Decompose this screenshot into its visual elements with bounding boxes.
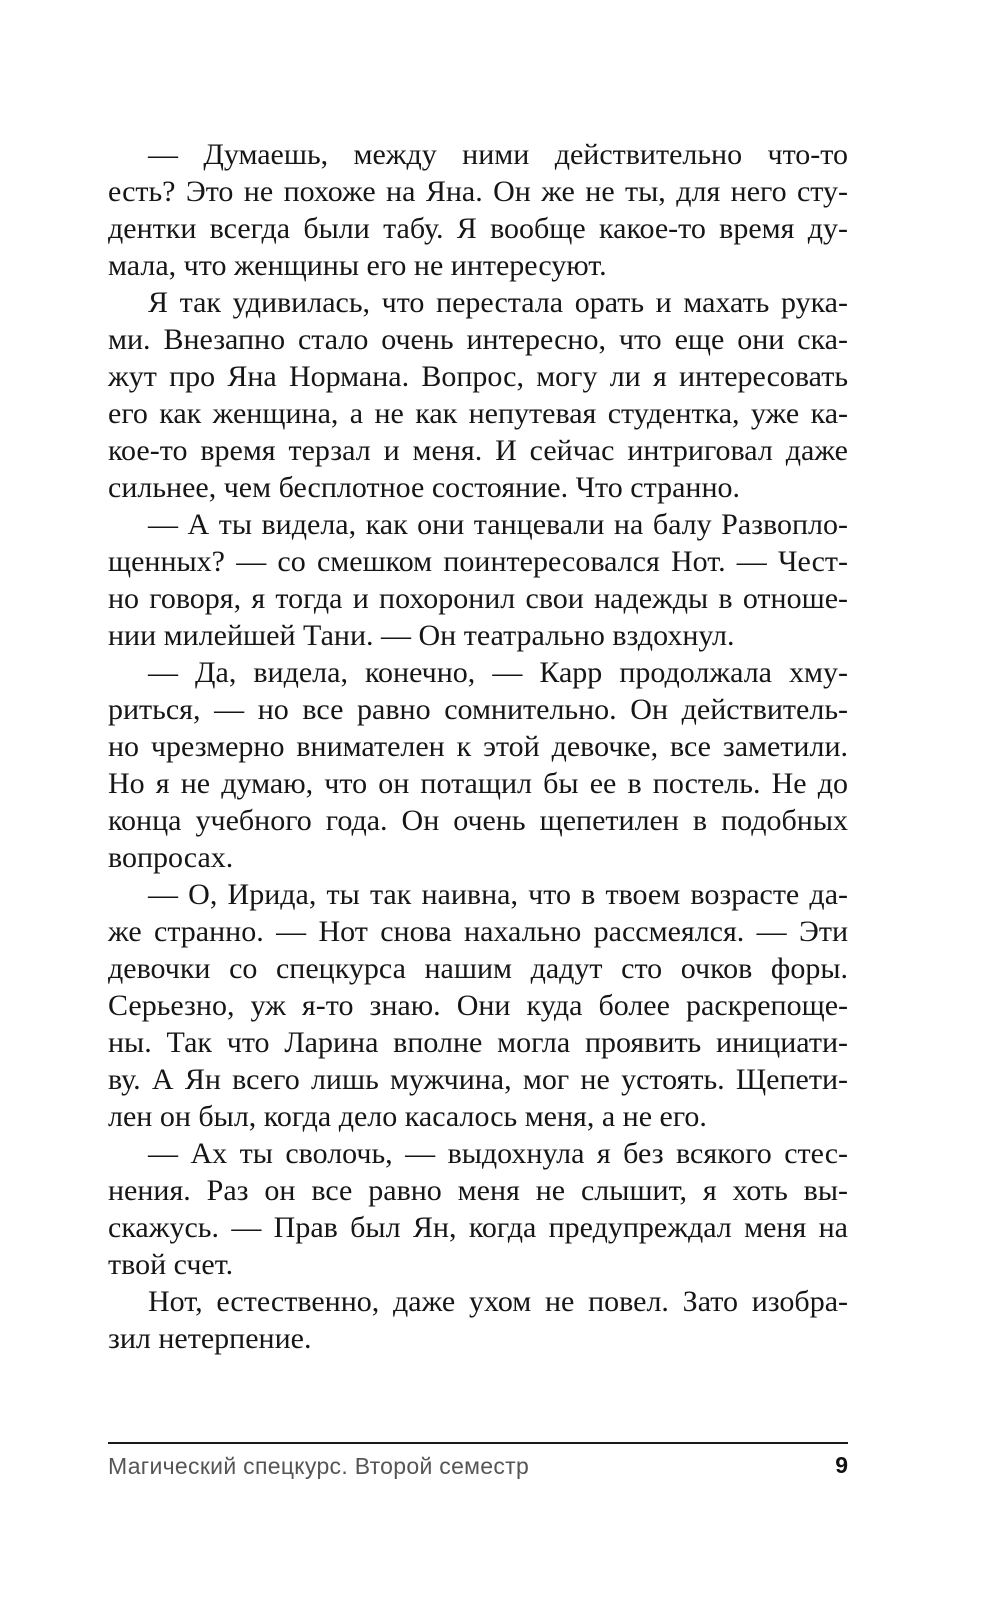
text-line: кое-то время терзал и меня. И сейчас интриговал даже [108, 434, 848, 467]
text-line: зил нетерпение. [108, 1322, 312, 1355]
text-line: Я так удивилась, что перестала орать и махать рука- [148, 286, 848, 319]
text-line: ву. А Ян всего лишь мужчина, мог не устоять. Щепети- [108, 1063, 848, 1096]
text-line: — Думаешь, между ними действительно что-то [148, 138, 848, 171]
text-line: но говоря, я тогда и похоронил свои надежды в отноше- [108, 582, 848, 615]
text-line: — Да, видела, конечно, — Карр продолжала хму- [148, 656, 848, 689]
body-text [108, 136, 848, 1357]
text-line: Но я не думаю, что он потащил бы ее в постель. Не до [108, 767, 848, 800]
page-number: 9 [835, 1452, 848, 1478]
text-line: — Ах ты сволочь, — выдохнула я без всякого стес- [148, 1137, 848, 1170]
text-line: вопросах. [108, 841, 234, 874]
text-line: ны. Так что Ларина вполне могла проявить инициати- [108, 1026, 848, 1059]
text-line: мала, что женщины его не интересуют. [108, 249, 607, 282]
text-line: нии милейшей Тани. — Он театрально вздохнул. [108, 619, 735, 652]
text-line: щенных? — со смешком поинтересовался Нот. — Чест- [108, 545, 848, 578]
text-line: лен он был, когда дело касалось меня, а не его. [108, 1100, 707, 1133]
running-footer-title: Магический спецкурс. Второй семестр [108, 1453, 530, 1479]
text-line: жут про Яна Нормана. Вопрос, могу ли я интересовать [108, 360, 848, 393]
text-line: Серьезно, уж я-то знаю. Они куда более раскрепоще- [108, 989, 848, 1022]
text-line: скажусь. — Прав был Ян, когда предупреждал меня на [108, 1211, 848, 1244]
text-line: дентки всегда были табу. Я вообще какое-то время ду- [108, 212, 848, 245]
text-line: риться, — но все равно сомнительно. Он действитель- [108, 693, 848, 726]
text-line: же странно. — Нот снова нахально рассмеялся. — Эти [108, 915, 848, 948]
text-line: Нот, естественно, даже ухом не повел. Зато изобра- [148, 1285, 848, 1318]
text-line: сильнее, чем бесплотное состояние. Что странно. [108, 471, 740, 504]
text-line: — А ты видела, как они танцевали на балу Развопло- [148, 508, 848, 541]
text-line: есть? Это не похоже на Яна. Он же не ты, для него сту- [108, 175, 848, 208]
text-line: его как женщина, а не как непутевая студентка, уже ка- [108, 397, 848, 430]
text-line: ми. Внезапно стало очень интересно, что еще они ска- [108, 323, 848, 356]
text-line: твой счет. [108, 1248, 234, 1281]
text-line: — О, Ирида, ты так наивна, что в твоем возрасте да- [148, 878, 848, 911]
footer-divider [108, 1442, 848, 1444]
text-line: нения. Раз он все равно меня не слышит, я хоть вы- [108, 1174, 848, 1207]
text-line: конца учебного года. Он очень щепетилен в подобных [108, 804, 848, 837]
text-line: девочки со спецкурса нашим дадут сто очков форы. [108, 952, 848, 985]
text-line: но чрезмерно внимателен к этой девочке, все заметили. [108, 730, 848, 763]
